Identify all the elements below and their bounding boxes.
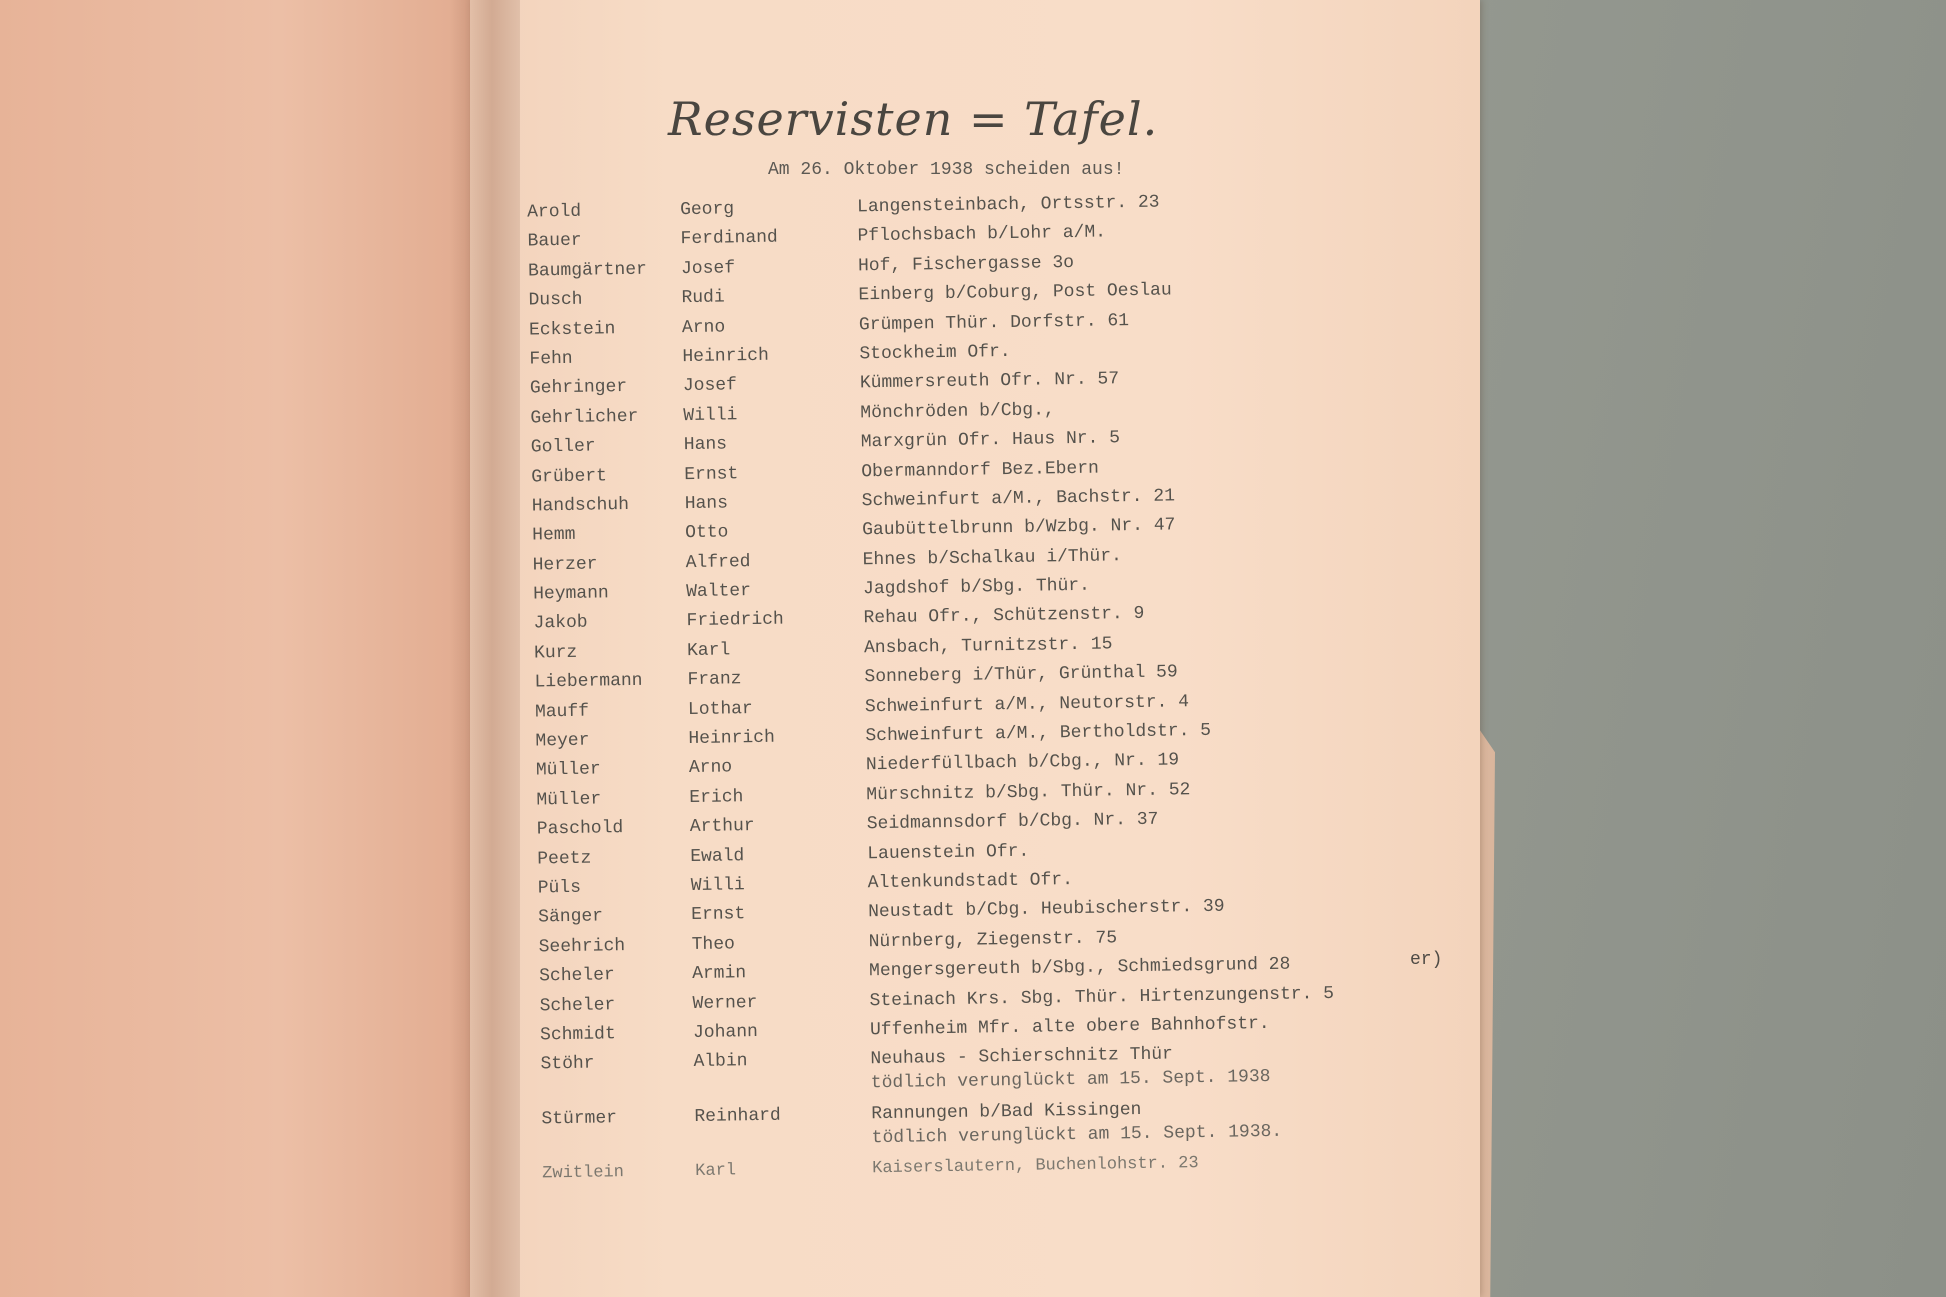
roster-surname: Eckstein (528, 318, 616, 341)
roster-surname: Dusch (528, 289, 583, 311)
roster-address: Jagdshof b/Sbg. Thür. (862, 575, 1091, 600)
roster-first-name: Karl (695, 1161, 737, 1182)
roster-first-name: Franz (687, 669, 742, 691)
roster-first-name: Rudi (681, 287, 725, 309)
roster-first-name: Ernst (691, 904, 746, 926)
roster-surname: Müller (535, 759, 601, 781)
roster-surname: Seehrich (538, 935, 626, 958)
roster-first-name: Arno (688, 757, 733, 779)
roster-address: Niederfüllbach b/Cbg., Nr. 19 (865, 750, 1180, 776)
roster-first-name: Karl (686, 640, 731, 661)
roster-surname: Gehringer (529, 377, 628, 399)
roster-surname: Mauff (534, 701, 590, 723)
roster-first-name: Lothar (687, 698, 753, 720)
roster-address: Mönchröden b/Cbg., (860, 400, 1055, 424)
roster-surname: Meyer (535, 730, 590, 752)
roster-first-name: Arthur (689, 816, 755, 838)
roster-surname: Heymann (532, 583, 609, 605)
roster-address: Mengersgereuth b/Sbg., Schmiedsgrund 28 (868, 954, 1291, 982)
roster-address: Hof, Fischergasse 3o (857, 252, 1075, 277)
roster-address: Langensteinbach, Ortsstr. 23 (856, 192, 1160, 218)
roster-address: Seidmannsdorf b/Cbg. Nr. 37 (866, 809, 1159, 835)
roster-first-name: Otto (685, 522, 729, 544)
roster-surname: Müller (536, 789, 602, 811)
roster-first-name: Josef (682, 375, 738, 397)
roster-first-name: Werner (692, 992, 758, 1014)
roster-first-name: Ernst (684, 463, 739, 485)
roster-surname: Paschold (536, 818, 624, 840)
roster-surname: Stürmer (541, 1108, 618, 1130)
roster-address: Altenkundstadt Ofr. (867, 870, 1074, 894)
page-title: Reservisten = Tafel. (668, 92, 1159, 146)
roster-address: Stockheim Ofr. (859, 341, 1011, 365)
roster-first-name: Hans (684, 493, 729, 514)
roster-address: Schweinfurt a/M., Neutorstr. 4 (864, 691, 1190, 717)
roster-address: Uffenheim Mfr. alte obere Bahnhofstr. (869, 1013, 1270, 1041)
roster-surname: Baumgärtner (527, 259, 648, 282)
roster-address: Obermanndorf Bez.Ebern (861, 458, 1100, 482)
roster-address: Neuhaus - Schierschnitz Thür (870, 1044, 1174, 1070)
roster-surname: Hemm (532, 525, 576, 546)
roster-first-name: Ewald (690, 845, 745, 867)
roster-first-name: Friedrich (686, 610, 784, 632)
stray-text: er) (1410, 950, 1443, 970)
roster-note: tödlich verunglückt am 15. Sept. 1938. (871, 1122, 1283, 1149)
roster-surname: Bauer (527, 231, 582, 252)
roster-address: Pflochsbach b/Lohr a/M. (857, 222, 1107, 247)
roster-address: Schweinfurt a/M., Bertholdstr. 5 (865, 720, 1212, 747)
roster-address: Marxgrün Ofr. Haus Nr. 5 (860, 428, 1121, 453)
roster-surname: Handschuh (531, 494, 630, 517)
roster-address: Rannungen b/Bad Kissingen (871, 1100, 1142, 1125)
roster-first-name: Hans (683, 434, 728, 456)
roster-address: Einberg b/Coburg, Post Oeslau (858, 280, 1172, 306)
roster-address: Schweinfurt a/M., Bachstr. 21 (861, 486, 1176, 512)
roster-first-name: Erich (689, 787, 744, 808)
roster-surname: Scheler (538, 965, 615, 987)
roster-surname: Liebermann (534, 671, 643, 693)
roster-surname: Stöhr (540, 1053, 595, 1075)
roster-surname: Kurz (533, 642, 578, 664)
roster-surname: Gehrlicher (530, 406, 639, 429)
roster-first-name: Albin (693, 1051, 748, 1073)
roster-surname: Fehn (529, 348, 573, 370)
roster-first-name: Walter (685, 581, 752, 603)
roster-surname: Sänger (538, 906, 604, 928)
roster-surname: Zwitlein (542, 1163, 625, 1184)
roster-first-name: Armin (691, 963, 747, 985)
roster-address: Ehnes b/Schalkau i/Thür. (862, 545, 1123, 570)
roster-first-name: Ferdinand (680, 227, 778, 250)
roster-first-name: Theo (691, 934, 736, 955)
left-page (0, 0, 510, 1297)
roster-address: Neustadt b/Cbg. Heubischerstr. 39 (868, 897, 1225, 923)
roster-first-name: Arno (681, 316, 726, 338)
roster-first-name: Heinrich (688, 727, 776, 750)
roster-surname: Grübert (531, 465, 608, 488)
roster-first-name: Heinrich (682, 345, 770, 368)
roster-address: Ansbach, Turnitzstr. 15 (863, 634, 1113, 659)
page-subtitle: Am 26. Oktober 1938 scheiden aus! (768, 160, 1125, 180)
roster-first-name: Willi (690, 875, 745, 897)
roster-address: Lauenstein Ofr. (867, 841, 1030, 864)
roster-address: Grümpen Thür. Dorfstr. 61 (858, 310, 1130, 335)
roster-first-name: Georg (679, 199, 735, 221)
roster-address: Steinach Krs. Sbg. Thür. Hirtenzungenstr. 5 (869, 983, 1335, 1011)
roster-address: Mürschnitz b/Sbg. Thür. Nr. 52 (866, 779, 1191, 806)
roster-surname: Goller (530, 436, 596, 458)
roster-surname: Püls (537, 877, 582, 899)
roster-surname: Peetz (537, 848, 592, 870)
roster-first-name: Josef (680, 258, 736, 279)
roster-surname: Herzer (532, 554, 598, 576)
roster-first-name: Reinhard (694, 1105, 781, 1128)
roster-address: Gaubüttelbrunn b/Wzbg. Nr. 47 (862, 515, 1176, 541)
roster-first-name: Alfred (685, 551, 751, 573)
roster-surname: Schmidt (539, 1024, 616, 1046)
roster-address: Nürnberg, Ziegenstr. 75 (868, 928, 1118, 953)
reservist-roster (497, 189, 1412, 1195)
roster-surname: Arold (526, 201, 582, 223)
roster-first-name: Willi (683, 404, 738, 426)
roster-address: Sonneberg i/Thür, Grünthal 59 (864, 662, 1178, 688)
roster-address: Kaiserslautern, Buchenlohstr. 23 (872, 1154, 1199, 1179)
roster-surname: Jakob (533, 613, 588, 634)
roster-first-name: Johann (692, 1021, 759, 1043)
roster-surname: Scheler (539, 994, 616, 1016)
roster-address: Rehau Ofr., Schützenstr. 9 (863, 604, 1145, 629)
roster-note: tödlich verunglückt am 15. Sept. 1938 (870, 1067, 1271, 1094)
roster-address: Kümmersreuth Ofr. Nr. 57 (859, 369, 1120, 394)
